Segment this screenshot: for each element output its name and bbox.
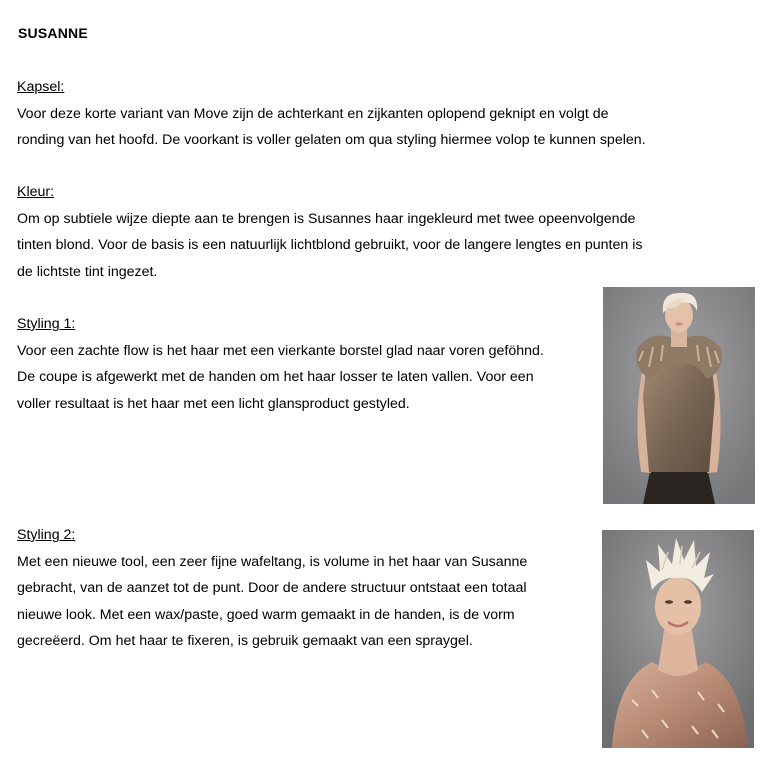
section-kleur bbox=[17, 179, 737, 285]
neck-shape bbox=[658, 630, 698, 676]
section-heading: Styling 1: bbox=[17, 316, 76, 332]
section-kapsel bbox=[17, 74, 737, 154]
paragraph-line: ronding van het hoofd. De voorkant is voller gelaten om qua styling hiermee volop te kunnen spelen. bbox=[17, 132, 646, 148]
paragraph-line: de lichtste tint ingezet. bbox=[17, 263, 158, 280]
paragraph-line: De coupe is afgewerkt met de handen om het haar losser te laten vallen. Voor een bbox=[17, 369, 534, 385]
paragraph-line: gecreëerd. Om het haar te fixeren, is gebruik gemaakt van een spraygel. bbox=[17, 633, 473, 649]
paragraph-line: Voor een zachte flow is het haar met een vierkante borstel glad naar voren geföhnd. bbox=[17, 342, 544, 359]
paragraph-line: tinten blond. Voor de basis is een natuurlijk lichtblond gebruikt, voor de langere lengtes en punten is bbox=[17, 237, 643, 253]
paragraph-line: nieuwe look. Met een wax/paste, goed warm gemaakt in de handen, is de vorm bbox=[17, 606, 515, 623]
right-eye bbox=[684, 600, 692, 604]
model-photo-styling-2 bbox=[602, 530, 754, 748]
model-illustration-1 bbox=[603, 287, 755, 504]
left-eye bbox=[665, 600, 673, 604]
section-styling-2 bbox=[17, 522, 607, 655]
paragraph-line: Voor deze korte variant van Move zijn de achterkant en zijkanten oplopend geknipt en volgt de bbox=[17, 105, 609, 122]
section-styling-1 bbox=[17, 311, 607, 417]
section-heading: Kapsel: bbox=[17, 79, 65, 95]
paragraph-line: Met een nieuwe tool, een zeer fijne wafeltang, is volume in het haar van Susanne bbox=[17, 553, 528, 570]
model-illustration-2 bbox=[602, 530, 754, 748]
paragraph-line: gebracht, van de aanzet tot de punt. Door de andere structuur ontstaat een totaal bbox=[17, 580, 527, 596]
lips-shape bbox=[675, 322, 683, 325]
page-title: SUSANNE bbox=[18, 25, 88, 41]
paragraph-line: Om op subtiele wijze diepte aan te brengen is Susannes haar ingekleurd met twee opeenvolgende bbox=[17, 210, 636, 227]
paragraph-line: voller resultaat is het haar met een licht glansproduct gestyled. bbox=[17, 395, 410, 412]
section-heading: Kleur: bbox=[17, 184, 55, 200]
model-photo-styling-1 bbox=[603, 287, 755, 504]
skirt-shape bbox=[643, 467, 715, 504]
section-heading: Styling 2: bbox=[17, 527, 76, 543]
